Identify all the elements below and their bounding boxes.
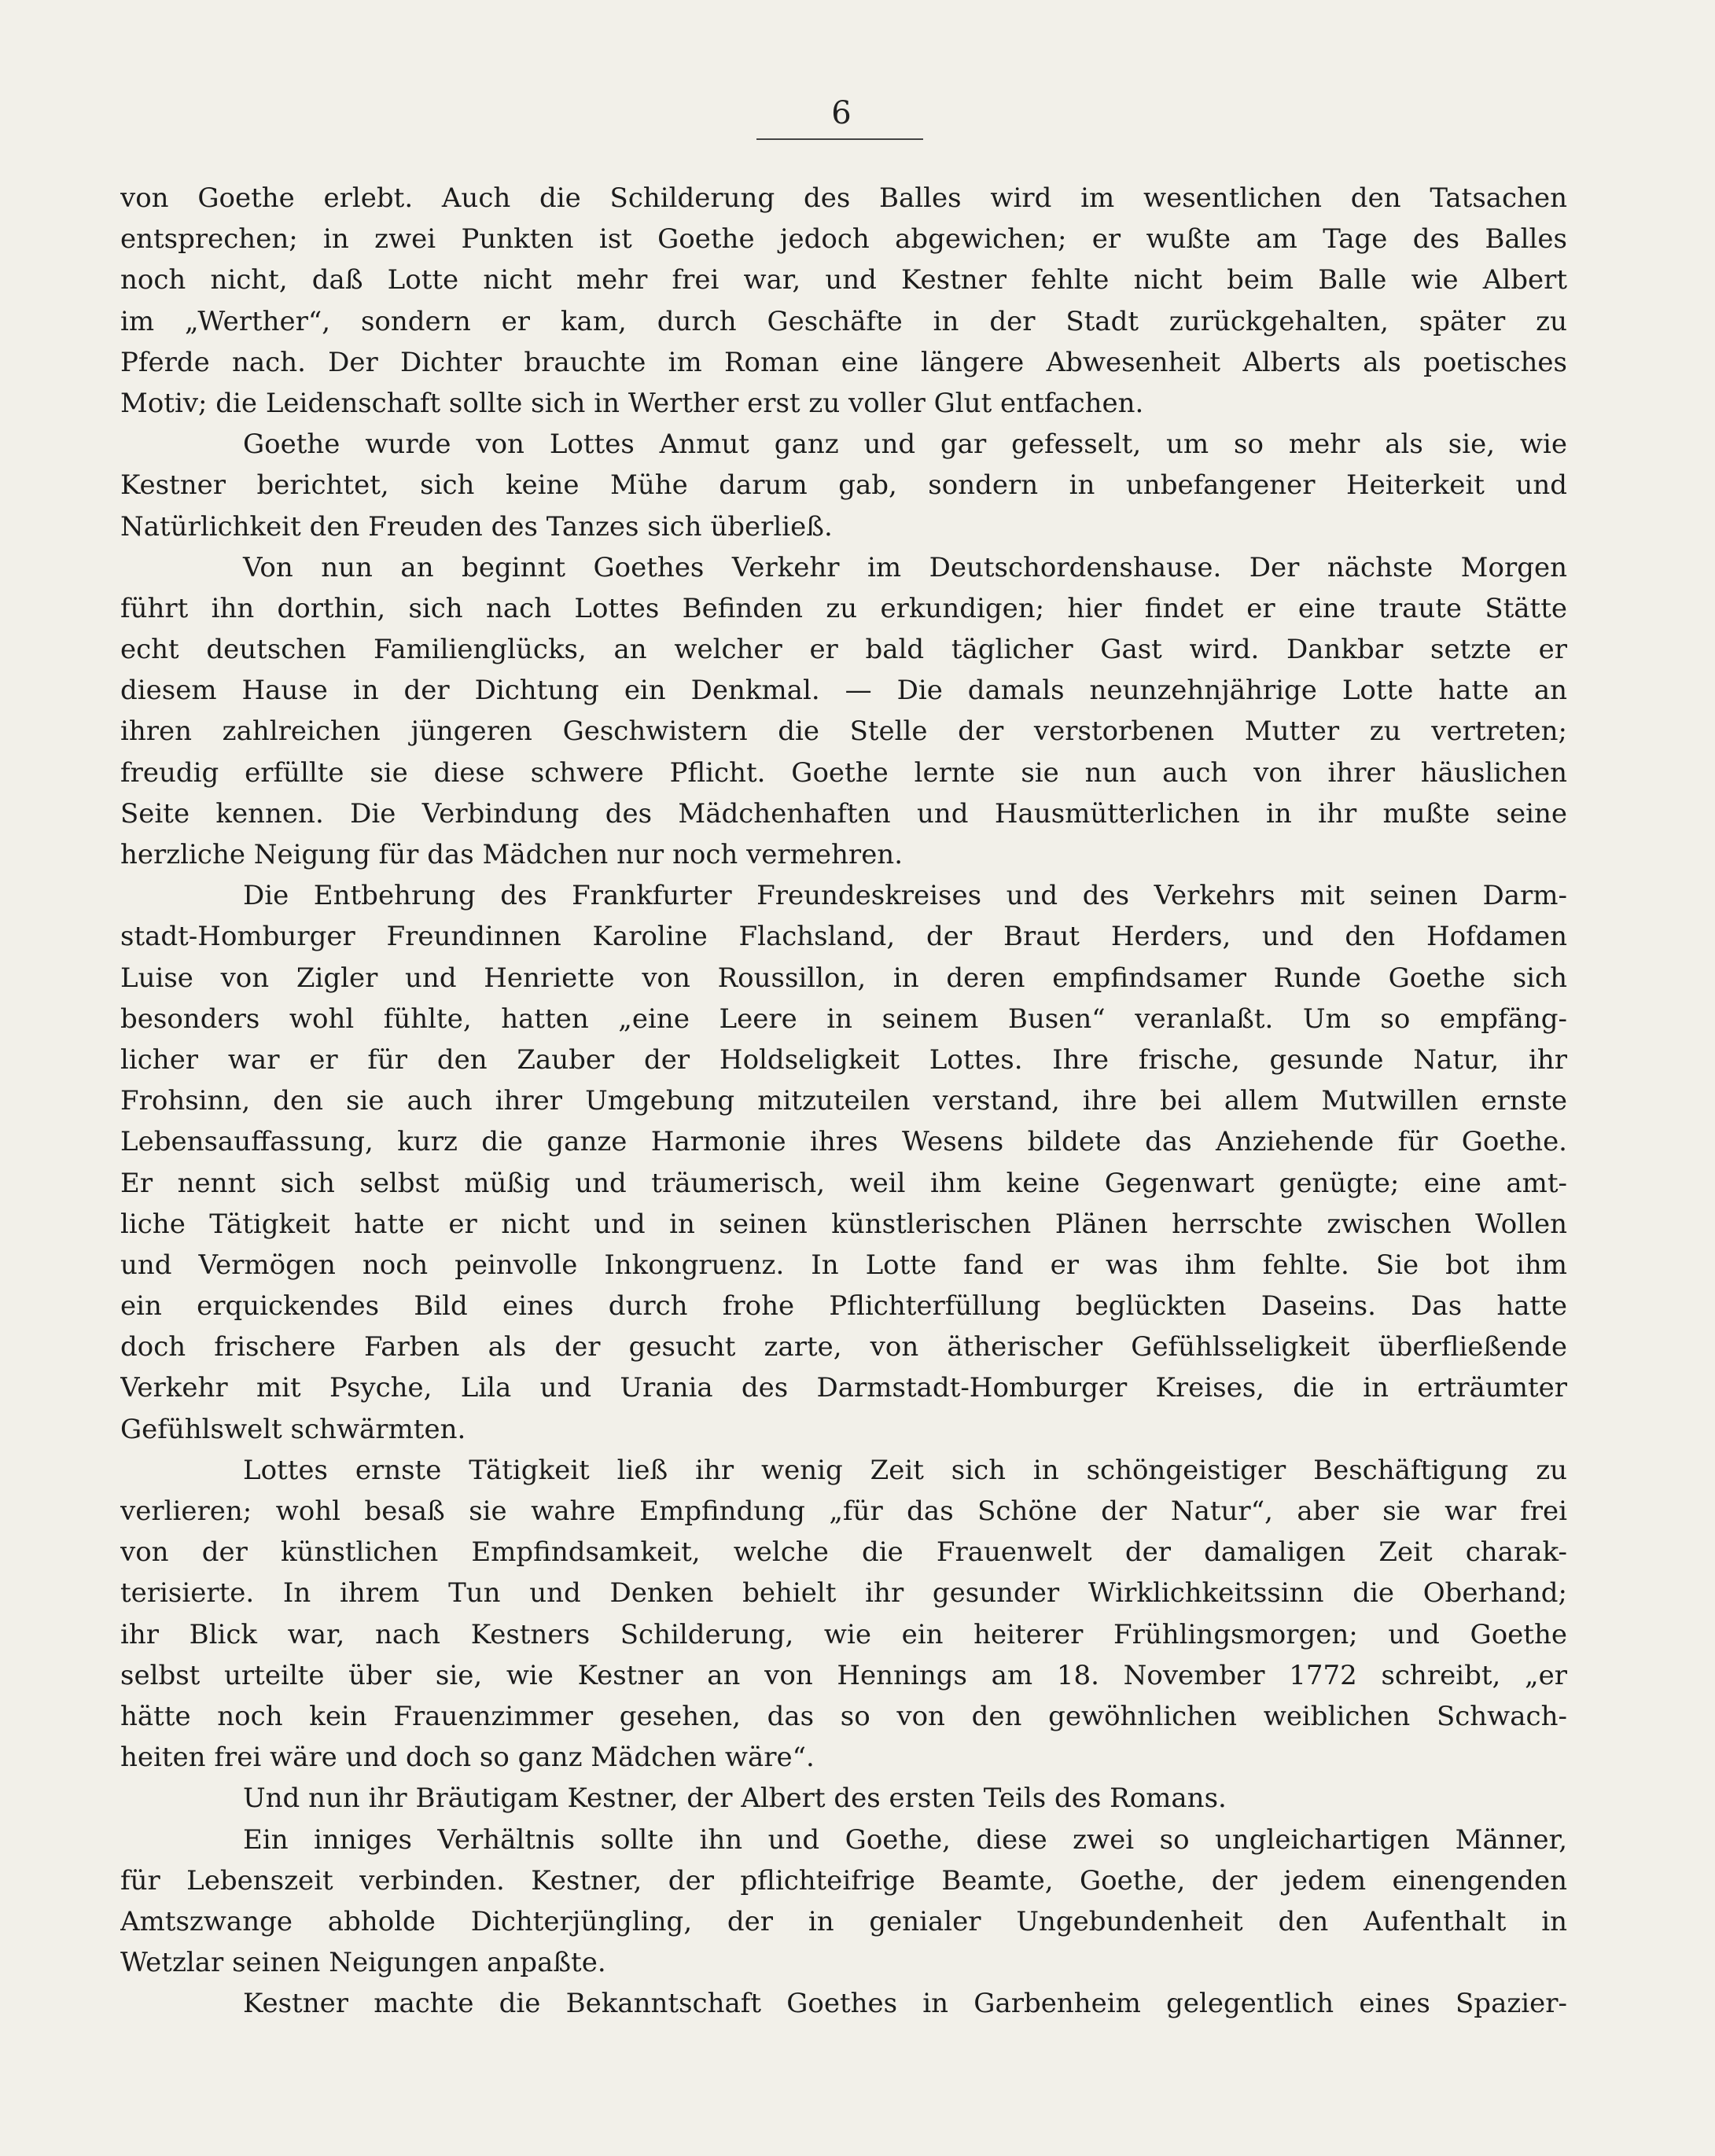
text-line: von der künstlichen Empfindsamkeit, welche die Frauenwelt der damaligen Zeit charak- xyxy=(120,1536,1567,1569)
text-line: Kestner berichtet, sich keine Mühe darum gab, sondern in unbefangener Heiterkeit und xyxy=(120,469,1567,502)
text-line: und Vermögen noch peinvolle Inkongruenz. In Lotte fand er was ihm fehlte. Sie bot ihm xyxy=(120,1249,1567,1281)
text-line: Natürlichkeit den Freuden des Tanzes sich überließ. xyxy=(120,510,833,543)
text-line: licher war er für den Zauber der Holdseligkeit Lottes. Ihre frische, gesunde Natur, ihr xyxy=(120,1043,1567,1076)
text-line: besonders wohl fühlte, hatten „eine Leere in seinem Busen“ veranlaßt. Um so empfäng- xyxy=(120,1003,1567,1035)
text-line: ihren zahlreichen jüngeren Geschwistern die Stelle der verstorbenen Mutter zu vertreten; xyxy=(120,716,1567,748)
text-line: Frohsinn, den sie auch ihrer Umgebung mitzuteilen verstand, ihre bei allem Mutwillen ernste xyxy=(120,1085,1567,1117)
text-line: Lebensauffassung, kurz die ganze Harmonie ihres Wesens bildete das Anziehende für Goethe. xyxy=(120,1126,1567,1158)
page-number-rule xyxy=(756,138,923,140)
text-line: führt ihn dorthin, sich nach Lottes Befinden zu erkundigen; hier findet er eine traute Stätte xyxy=(120,592,1567,624)
text-line: im „Werther“, sondern er kam, durch Geschäfte in der Stadt zurückgehalten, später zu xyxy=(120,305,1567,337)
text-line: herzliche Neigung für das Mädchen nur noch vermehren. xyxy=(120,839,904,870)
text-line: Luise von Zigler und Henriette von Roussillon, in deren empfindsamer Runde Goethe sich xyxy=(120,962,1567,994)
text-line: diesem Hause in der Dichtung ein Denkmal. — Die damals neunzehnjährige Lotte hatte an xyxy=(120,675,1567,707)
body-text xyxy=(120,178,1567,2024)
text-line: echt deutschen Familienglücks, an welcher er bald täglicher Gast wird. Dankbar setzte er xyxy=(120,634,1567,666)
text-line: freudig erfüllte sie diese schwere Pflicht. Goethe lernte sie nun auch von ihrer häuslichen xyxy=(120,756,1567,789)
text-line: Verkehr mit Psyche, Lila und Urania des Darmstadt-Homburger Kreises, die in erträumter xyxy=(120,1372,1567,1404)
text-line: Goethe wurde von Lottes Anmut ganz und gar gefesselt, um so mehr als sie, wie xyxy=(243,429,1567,461)
text-line: Gefühlswelt schwärmten. xyxy=(120,1413,466,1445)
text-line: liche Tätigkeit hatte er nicht und in seinen künstlerischen Plänen herrschte zwischen Wollen xyxy=(120,1208,1567,1240)
text-line: Ein inniges Verhältnis sollte ihn und Goethe, diese zwei so ungleichartigen Männer, xyxy=(243,1823,1567,1856)
text-line: noch nicht, daß Lotte nicht mehr frei war, und Kestner fehlte nicht beim Balle wie Albert xyxy=(120,264,1567,296)
text-line: verlieren; wohl besaß sie wahre Empfindung „für das Schöne der Natur“, aber sie war frei xyxy=(120,1496,1567,1527)
text-line: Wetzlar seinen Neigungen anpaßte. xyxy=(120,1947,606,1979)
text-line: entsprechen; in zwei Punkten ist Goethe jedoch abgewichen; er wußte am Tage des Balles xyxy=(120,223,1567,256)
text-line: Die Entbehrung des Frankfurter Freundeskreises und des Verkehrs mit seinen Darm- xyxy=(243,880,1567,912)
text-line: Motiv; die Leidenschaft sollte sich in Werther erst zu voller Glut entfachen. xyxy=(120,387,1144,419)
text-line: Kestner machte die Bekanntschaft Goethes in Garbenheim gelegentlich eines Spazier- xyxy=(243,1988,1567,2020)
text-line: Er nennt sich selbst müßig und träumerisch, weil ihm keine Gegenwart genügte; eine amt- xyxy=(120,1167,1567,1199)
text-line: ihr Blick war, nach Kestners Schilderung, wie ein heiterer Frühlingsmorgen; und Goethe xyxy=(120,1618,1567,1650)
text-line: Pferde nach. Der Dichter brauchte im Roman eine längere Abwesenheit Alberts als poetisches xyxy=(120,346,1567,378)
text-line: doch frischere Farben als der gesucht zarte, von ätherischer Gefühlsseligkeit überfließende xyxy=(120,1331,1567,1363)
text-line: Von nun an beginnt Goethes Verkehr im Deutschordenshause. Der nächste Morgen xyxy=(243,551,1567,583)
text-line: für Lebenszeit verbinden. Kestner, der pflichteifrige Beamte, Goethe, der jedem einengenden xyxy=(120,1864,1567,1897)
text-line: von Goethe erlebt. Auch die Schilderung des Balles wird im wesentlichen den Tatsachen xyxy=(120,182,1567,214)
text-line: Lottes ernste Tätigkeit ließ ihr wenig Zeit sich in schöngeistiger Beschäftigung zu xyxy=(243,1454,1567,1486)
page-number: 6 xyxy=(831,95,852,131)
text-line: Und nun ihr Bräutigam Kestner, der Albert des ersten Teils des Romans. xyxy=(243,1783,1227,1815)
text-line: Amtszwange abholde Dichterjüngling, der in genialer Ungebundenheit den Aufenthalt in xyxy=(120,1905,1567,1937)
text-line: heiten frei wäre und doch so ganz Mädchen wäre“. xyxy=(120,1742,815,1774)
text-line: ein erquickendes Bild eines durch frohe Pflichterfüllung beglückten Daseins. Das hatte xyxy=(120,1290,1567,1323)
text-line: stadt-Homburger Freundinnen Karoline Flachsland, der Braut Herders, und den Hofdamen xyxy=(120,921,1567,953)
text-line: Seite kennen. Die Verbindung des Mädchenhaften und Hausmütterlichen in ihr mußte seine xyxy=(120,797,1567,830)
text-line: hätte noch kein Frauenzimmer gesehen, das so von den gewöhnlichen weiblichen Schwach- xyxy=(120,1700,1567,1732)
text-line: selbst urteilte über sie, wie Kestner an von Hennings am 18. November 1772 schreibt, „er xyxy=(120,1659,1567,1691)
text-line: terisierte. In ihrem Tun und Denken behielt ihr gesunder Wirklichkeitssinn die Oberhand; xyxy=(120,1577,1567,1610)
